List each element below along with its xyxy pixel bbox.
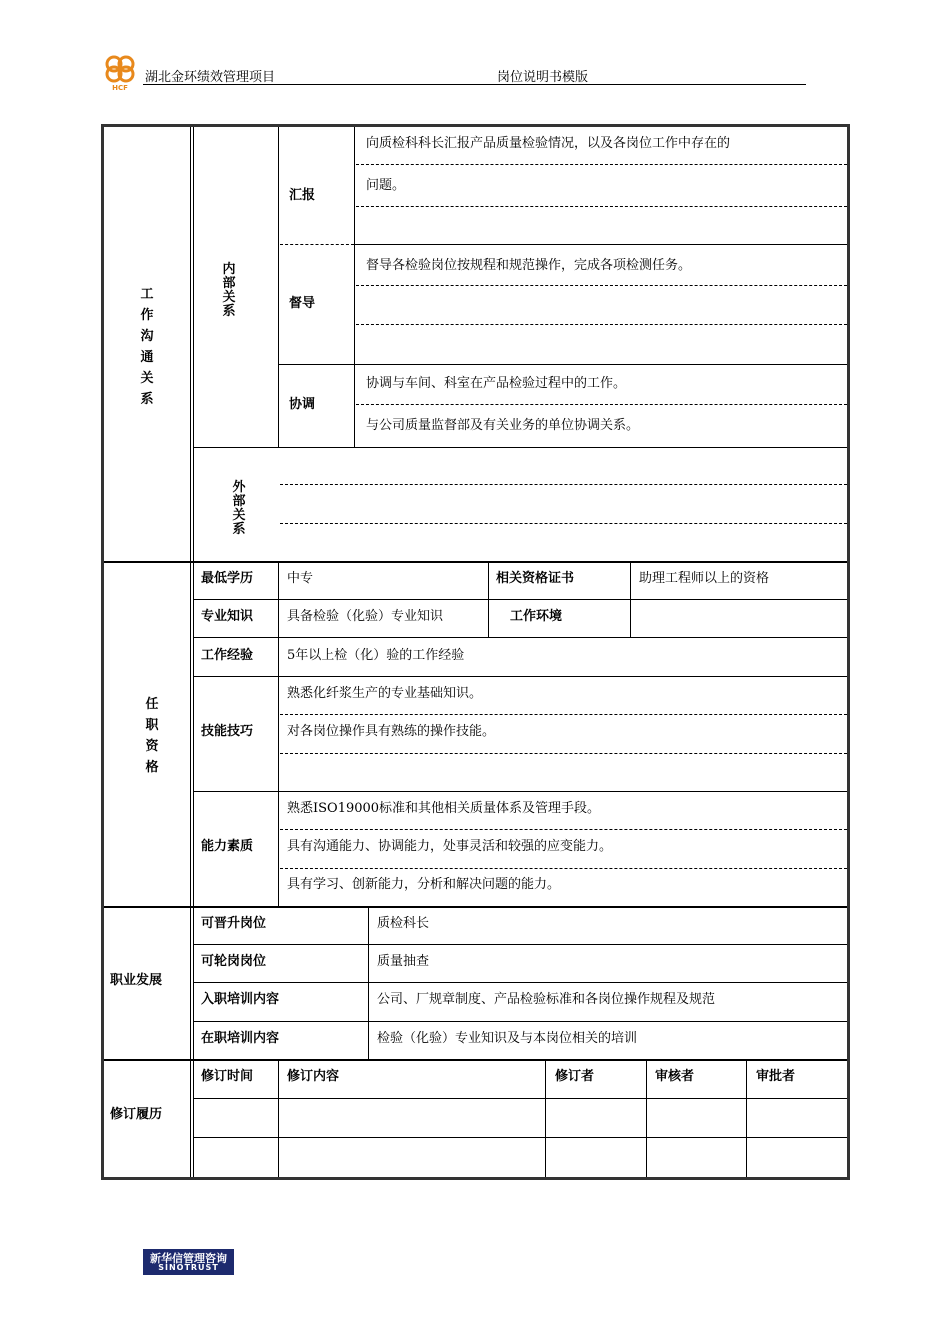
communication-section-title: 工 作 沟 通 关 系 (140, 287, 154, 407)
revision-col-date: 修订时间 (201, 1069, 254, 1084)
report-line: 向质检科科长汇报产品质量检验情况，以及各岗位工作中存在的 (366, 136, 731, 151)
internal-relations-label: 内 部 关 系 (222, 262, 236, 319)
supervise-line: 督导各检验岗位按规程和规范操作，完成各项检测任务。 (366, 258, 692, 273)
ability-line: 具有沟通能力、协调能力，处事灵活和较强的应变能力。 (287, 839, 613, 854)
revision-section-title: 修订履历 (110, 1107, 163, 1122)
coordinate-line: 与公司质量监督部及有关业务的单位协调关系。 (366, 418, 640, 433)
skills-line: 对各岗位操作具有熟练的操作技能。 (287, 724, 496, 739)
header-rule (143, 84, 806, 85)
knowledge-value: 具备检验（化验）专业知识 (287, 609, 444, 624)
report-label: 汇报 (289, 188, 316, 203)
knowledge-label: 专业知识 (201, 609, 254, 624)
revision-col-approver: 审批者 (756, 1069, 796, 1084)
career-row-label: 在职培训内容 (201, 1031, 280, 1046)
revision-col-reviewer: 审核者 (655, 1069, 695, 1084)
career-row-value: 检验（化验）专业知识及与本岗位相关的培训 (377, 1031, 638, 1046)
ability-line: 具有学习、创新能力，分析和解决问题的能力。 (287, 877, 561, 892)
external-relations-label: 外 部 关 系 (232, 480, 246, 537)
coordinate-line: 协调与车间、科室在产品检验过程中的工作。 (366, 376, 627, 391)
career-section-title: 职业发展 (110, 973, 163, 988)
revision-col-reviser: 修订者 (555, 1069, 595, 1084)
skills-label: 技能技巧 (201, 724, 254, 739)
ability-line: 熟悉ISO19000标准和其他相关质量体系及管理手段。 (287, 801, 601, 816)
career-row-value: 公司、厂规章制度、产品检验标准和各岗位操作规程及规范 (377, 992, 716, 1007)
report-line: 问题。 (366, 178, 406, 193)
supervise-label: 督导 (289, 296, 316, 311)
revision-col-content: 修订内容 (287, 1069, 340, 1084)
environment-label: 工作环境 (510, 609, 563, 624)
document-title: 岗位说明书模版 (497, 70, 589, 85)
education-label: 最低学历 (201, 571, 254, 586)
hcf-logo (100, 52, 140, 92)
certificate-value: 助理工程师以上的资格 (639, 571, 770, 586)
career-row-label: 入职培训内容 (201, 992, 280, 1007)
logo-text: HCF (112, 84, 128, 92)
ability-label: 能力素质 (201, 839, 254, 854)
career-row-label: 可晋升岗位 (201, 916, 267, 931)
certificate-label: 相关资格证书 (496, 571, 575, 586)
coordinate-label: 协调 (289, 397, 316, 412)
skills-line: 熟悉化纤浆生产的专业基础知识。 (287, 686, 483, 701)
sinotrust-logo: 新华信管理咨询 SINOTRUST (143, 1249, 234, 1275)
experience-value: 5年以上检（化）验的工作经验 (287, 648, 465, 663)
education-value: 中专 (287, 571, 314, 586)
career-row-label: 可轮岗岗位 (201, 954, 267, 969)
experience-label: 工作经验 (201, 648, 254, 663)
career-row-value: 质量抽查 (377, 954, 430, 969)
project-name: 湖北金环绩效管理项目 (145, 70, 276, 85)
career-row-value: 质检科长 (377, 916, 430, 931)
qualification-section-title: 任 职 资 格 (145, 697, 159, 775)
